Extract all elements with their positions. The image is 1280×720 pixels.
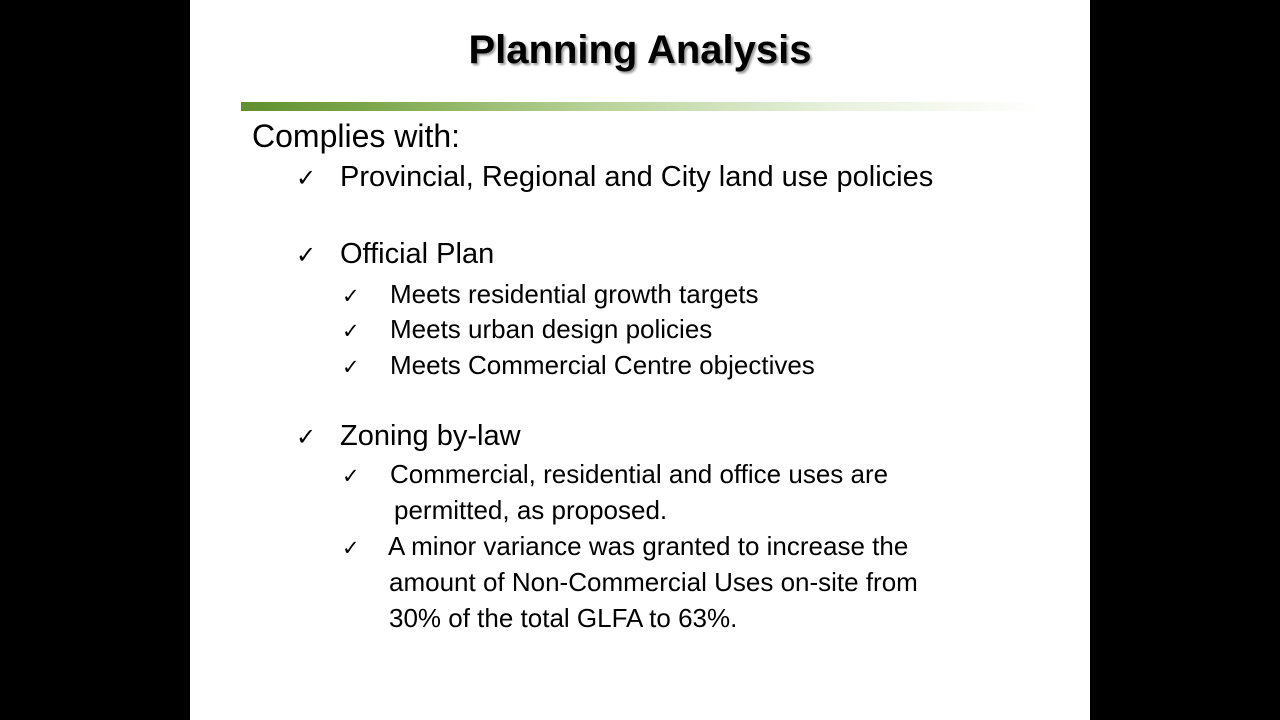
- checkmark-icon: ✓: [296, 164, 317, 192]
- list-item-label: Provincial, Regional and City land use policies: [340, 161, 934, 193]
- list-item: [296, 420, 521, 453]
- list-item-label: Zoning by-law: [340, 420, 521, 452]
- checkmark-icon: ✓: [342, 464, 360, 488]
- sub-list-item: [342, 350, 815, 381]
- sub-list-item-label: Meets residential growth targets: [390, 279, 759, 309]
- slide: [190, 0, 1090, 720]
- checkmark-icon: ✓: [296, 241, 317, 269]
- sub-list-item: [342, 314, 712, 345]
- sub-list-item-label: Meets Commercial Centre objectives: [390, 350, 815, 380]
- sub-list-item-label: A minor variance was granted to increase the: [388, 531, 909, 561]
- checkmark-icon: ✓: [342, 319, 360, 343]
- sub-list-item: [342, 279, 759, 310]
- sub-list-item-label: Commercial, residential and office uses are: [390, 459, 889, 489]
- title-divider: [241, 102, 1041, 111]
- checkmark-icon: ✓: [342, 284, 360, 308]
- intro-text: Complies with:: [252, 118, 461, 154]
- checkmark-icon: ✓: [296, 423, 317, 451]
- list-item: [296, 161, 933, 194]
- slide-title: Planning Analysis: [468, 28, 812, 72]
- list-item-label: Official Plan: [340, 238, 495, 270]
- sub-list-item-label: Meets urban design policies: [390, 314, 713, 344]
- sub-list-item-continuation: 30% of the total GLFA to 63%.: [389, 603, 738, 633]
- checkmark-icon: ✓: [342, 355, 360, 379]
- list-item: [296, 238, 494, 271]
- checkmark-icon: ✓: [342, 536, 360, 560]
- sub-list-item-continuation: permitted, as proposed.: [394, 495, 668, 525]
- sub-list-item: [342, 459, 888, 490]
- sub-list-item-continuation: amount of Non-Commercial Uses on-site from: [389, 567, 918, 597]
- sub-list-item: [342, 531, 908, 562]
